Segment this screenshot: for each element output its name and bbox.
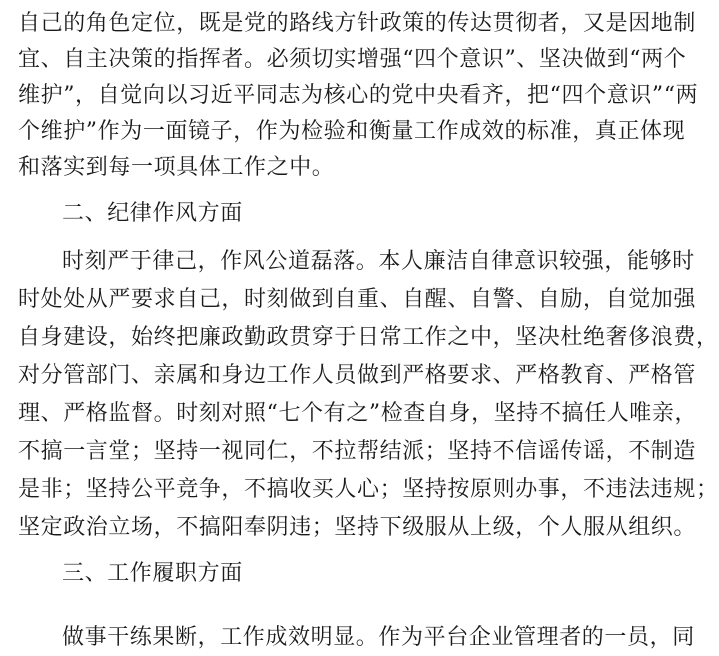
body-text-line: 宜、自主决策的指挥者。必须切实增强“四个意识”、坚决做到“两个: [18, 47, 687, 72]
body-text-line: 个维护”作为一面镜子，作为检验和衡量工作成效的标准，真正体现: [18, 119, 686, 144]
body-text-line: 和落实到每一项具体工作之中。: [18, 155, 335, 180]
body-text-line: 不搞一言堂；坚持一视同仁，不拉帮结派；坚持不信谣传谣，不制造: [18, 439, 697, 464]
body-text-line: 时处处从严要求自己，时刻做到自重、自醒、自警、自励，自觉加强: [18, 287, 697, 312]
body-text-line: 是非；坚持公平竞争，不搞收买人心；坚持按原则办事，不违法违规；: [18, 477, 719, 502]
body-text-line: 理、严格监督。时刻对照“七个有之”检查自身，坚持不搞任人唯亲，: [18, 401, 698, 426]
body-text-line: 对分管部门、亲属和身边工作人员做到严格要求、严格教育、严格管: [18, 363, 697, 388]
body-text-line: 维护”，自觉向以习近平同志为核心的党中央看齐，把“四个意识”“两: [18, 83, 699, 108]
paragraph-first-line: 时刻严于律己，作风公道磊落。本人廉洁自律意识较强，能够时: [62, 249, 695, 274]
section-heading-discipline: 二、纪律作风方面: [62, 201, 243, 226]
body-text-line: 自身建设，始终把廉政勤政贯穿于日常工作之中，坚决杜绝奢侈浪费，: [18, 325, 719, 350]
section-heading-performance: 三、工作履职方面: [62, 561, 243, 586]
paragraph-first-line-cut: 做事干练果断，工作成效明显。作为平台企业管理者的一员，同: [62, 625, 695, 650]
body-text-line: 自己的角色定位，既是党的路线方针政策的传达贯彻者，又是因地制: [18, 11, 697, 36]
body-text-line: 坚定政治立场，不搞阳奉阴违；坚持下级服从上级，个人服从组织。: [18, 515, 697, 540]
